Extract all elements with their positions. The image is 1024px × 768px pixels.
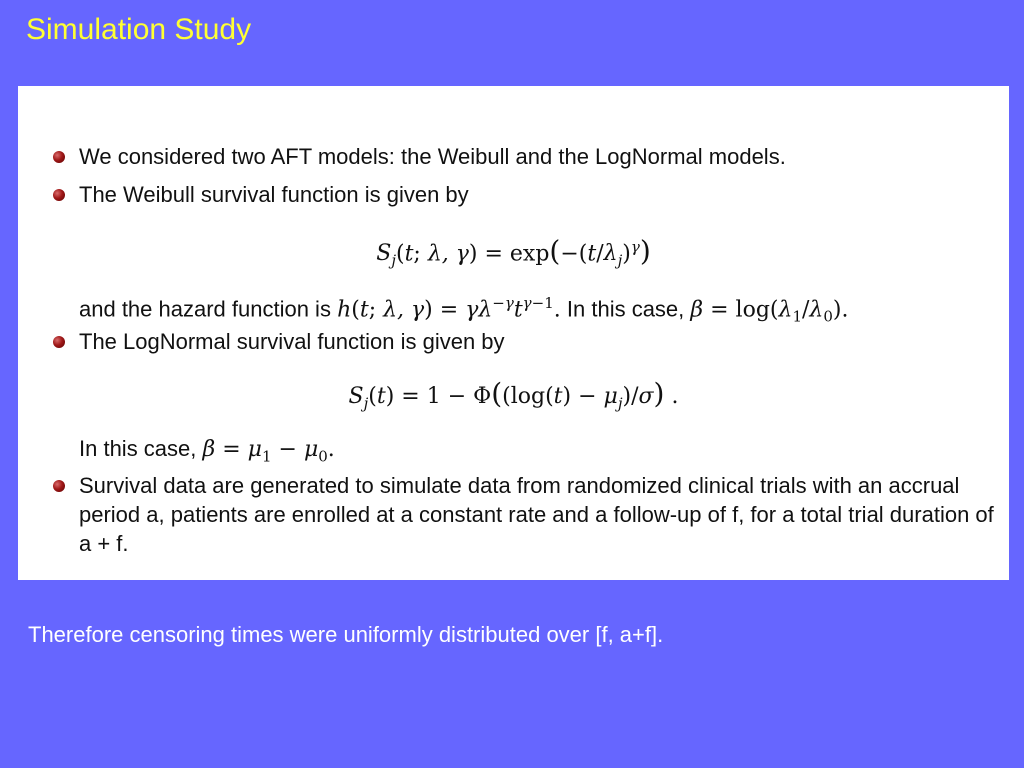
bullet-icon	[53, 189, 65, 201]
bullet-text: We considered two AFT models: the Weibull and the LogNormal models.	[79, 144, 786, 169]
footer-note: Therefore censoring times were uniformly distributed over [f, a+f].	[28, 622, 664, 647]
bullet-icon	[53, 151, 65, 163]
case-prefix: In this case,	[566, 296, 685, 322]
hazard-prefix: and the hazard function is	[79, 296, 331, 322]
bullet-text: Survival data are generated to simulate data from randomized clinical trials with an accrual period a, patients are enrolled at a constant rate and a follow-up of f, for a total trial duration of a + f.	[79, 473, 994, 556]
content-panel	[18, 86, 1009, 580]
bullet-text: The Weibull survival function is given by	[79, 182, 469, 207]
weibull-hazard-line: and the hazard function is h(t; λ, $\gamma) = \gamma\lambda^{-\gamma}t^{\gamma-1}$. In this case, $\beta = \log(\lambda_1/\lambda_0)$.	[79, 294, 849, 326]
weibull-survival-formula: $S_j(t$; λ, $\gamma) = \exp(-(t/\lambda_j)^\gamma)$	[376, 234, 651, 270]
bullet-icon	[53, 480, 65, 492]
bullet-icon	[53, 336, 65, 348]
lognormal-survival-formula: $S_j(t) = 1 - \Phi((\log(t) - \mu_j)/\sigma)$ .	[348, 377, 679, 413]
case-prefix: In this case,	[79, 436, 197, 461]
lognormal-beta-line: In this case, $\beta = \mu_1 - \mu_0$.	[79, 436, 335, 466]
bullet-text: The LogNormal survival function is given by	[79, 329, 505, 354]
slide-title: Simulation Study	[26, 13, 252, 46]
